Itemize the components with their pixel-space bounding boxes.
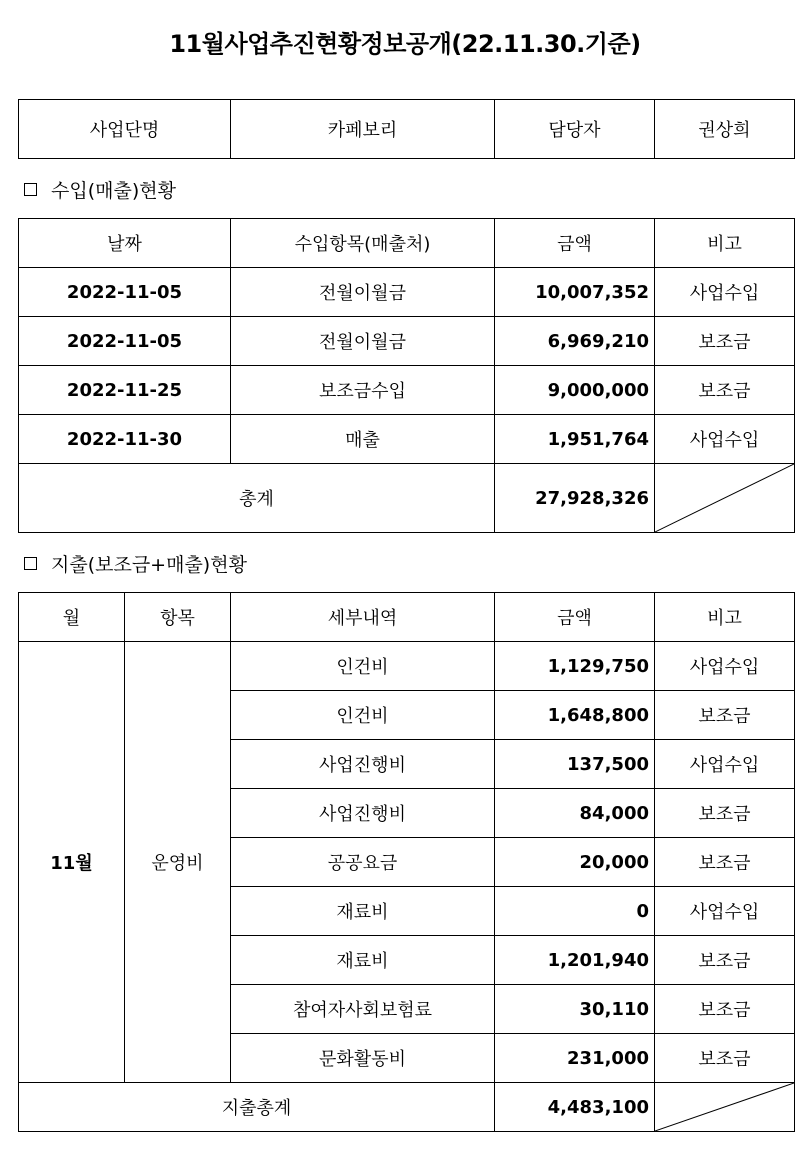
checkbox-icon — [24, 183, 37, 196]
income-header-note: 비고 — [655, 219, 795, 268]
expense-detail: 인건비 — [231, 642, 495, 691]
expense-note: 보조금 — [655, 985, 795, 1034]
expense-detail: 참여자사회보험료 — [231, 985, 495, 1034]
income-total-row — [19, 464, 795, 533]
income-amount: 9,000,000 — [495, 366, 655, 415]
income-date: 2022-11-05 — [19, 317, 231, 366]
expense-detail: 사업진행비 — [231, 740, 495, 789]
expense-amount: 231,000 — [495, 1034, 655, 1083]
expense-header-row — [19, 593, 795, 642]
income-note: 보조금 — [655, 366, 795, 415]
expense-detail: 공공요금 — [231, 838, 495, 887]
expense-amount: 137,500 — [495, 740, 655, 789]
expense-amount: 1,648,800 — [495, 691, 655, 740]
expense-section-heading — [24, 550, 247, 577]
expense-total-amount: 4,483,100 — [495, 1083, 655, 1132]
expense-detail: 재료비 — [231, 887, 495, 936]
expense-month: 11월 — [19, 642, 125, 1083]
expense-note: 보조금 — [655, 1034, 795, 1083]
expense-total-label: 지출총계 — [19, 1083, 495, 1132]
income-item: 보조금수입 — [231, 366, 495, 415]
expense-amount: 0 — [495, 887, 655, 936]
income-note: 보조금 — [655, 317, 795, 366]
income-header-date: 날짜 — [19, 219, 231, 268]
page-title: 11월사업추진현황정보공개(22.11.30.기준) — [169, 30, 641, 58]
table-row — [19, 268, 795, 317]
income-heading-text: 수입(매출)현황 — [51, 180, 176, 202]
expense-note: 사업수입 — [655, 740, 795, 789]
table-row — [19, 366, 795, 415]
expense-total-row — [19, 1083, 795, 1132]
table-row — [19, 415, 795, 464]
manager-label: 담당자 — [495, 100, 655, 159]
income-item: 매출 — [231, 415, 495, 464]
diagonal-cell — [655, 1083, 795, 1132]
table-row — [19, 317, 795, 366]
income-total-amount: 27,928,326 — [495, 464, 655, 533]
expense-header-month: 월 — [19, 593, 125, 642]
income-item: 전월이월금 — [231, 317, 495, 366]
income-table — [18, 218, 795, 533]
expense-note: 보조금 — [655, 691, 795, 740]
expense-detail: 문화활동비 — [231, 1034, 495, 1083]
expense-amount: 1,201,940 — [495, 936, 655, 985]
table-row — [19, 642, 795, 691]
income-section-heading — [24, 176, 176, 203]
expense-detail: 인건비 — [231, 691, 495, 740]
income-date: 2022-11-05 — [19, 268, 231, 317]
expense-amount: 20,000 — [495, 838, 655, 887]
expense-header-note: 비고 — [655, 593, 795, 642]
income-header-item: 수입항목(매출처) — [231, 219, 495, 268]
income-header-row — [19, 219, 795, 268]
business-info-table — [18, 99, 795, 159]
expense-note: 사업수입 — [655, 642, 795, 691]
expense-note: 보조금 — [655, 936, 795, 985]
checkbox-icon — [24, 557, 37, 570]
income-item: 전월이월금 — [231, 268, 495, 317]
expense-category: 운영비 — [125, 642, 231, 1083]
expense-note: 보조금 — [655, 838, 795, 887]
expense-amount: 1,129,750 — [495, 642, 655, 691]
income-amount: 6,969,210 — [495, 317, 655, 366]
income-date: 2022-11-25 — [19, 366, 231, 415]
expense-detail: 재료비 — [231, 936, 495, 985]
expense-note: 사업수입 — [655, 887, 795, 936]
income-amount: 1,951,764 — [495, 415, 655, 464]
expense-table — [18, 592, 795, 1132]
expense-amount: 84,000 — [495, 789, 655, 838]
expense-header-detail: 세부내역 — [231, 593, 495, 642]
business-label: 사업단명 — [19, 100, 231, 159]
expense-amount: 30,110 — [495, 985, 655, 1034]
expense-note: 보조금 — [655, 789, 795, 838]
income-total-label: 총계 — [19, 464, 495, 533]
expense-header-amount: 금액 — [495, 593, 655, 642]
income-note: 사업수입 — [655, 415, 795, 464]
expense-heading-text: 지출(보조금+매출)현황 — [51, 554, 247, 576]
income-date: 2022-11-30 — [19, 415, 231, 464]
expense-detail: 사업진행비 — [231, 789, 495, 838]
diagonal-cell — [655, 464, 795, 533]
expense-header-category: 항목 — [125, 593, 231, 642]
manager-value: 권상희 — [655, 100, 795, 159]
income-note: 사업수입 — [655, 268, 795, 317]
business-value: 카페보리 — [231, 100, 495, 159]
income-header-amount: 금액 — [495, 219, 655, 268]
income-amount: 10,007,352 — [495, 268, 655, 317]
